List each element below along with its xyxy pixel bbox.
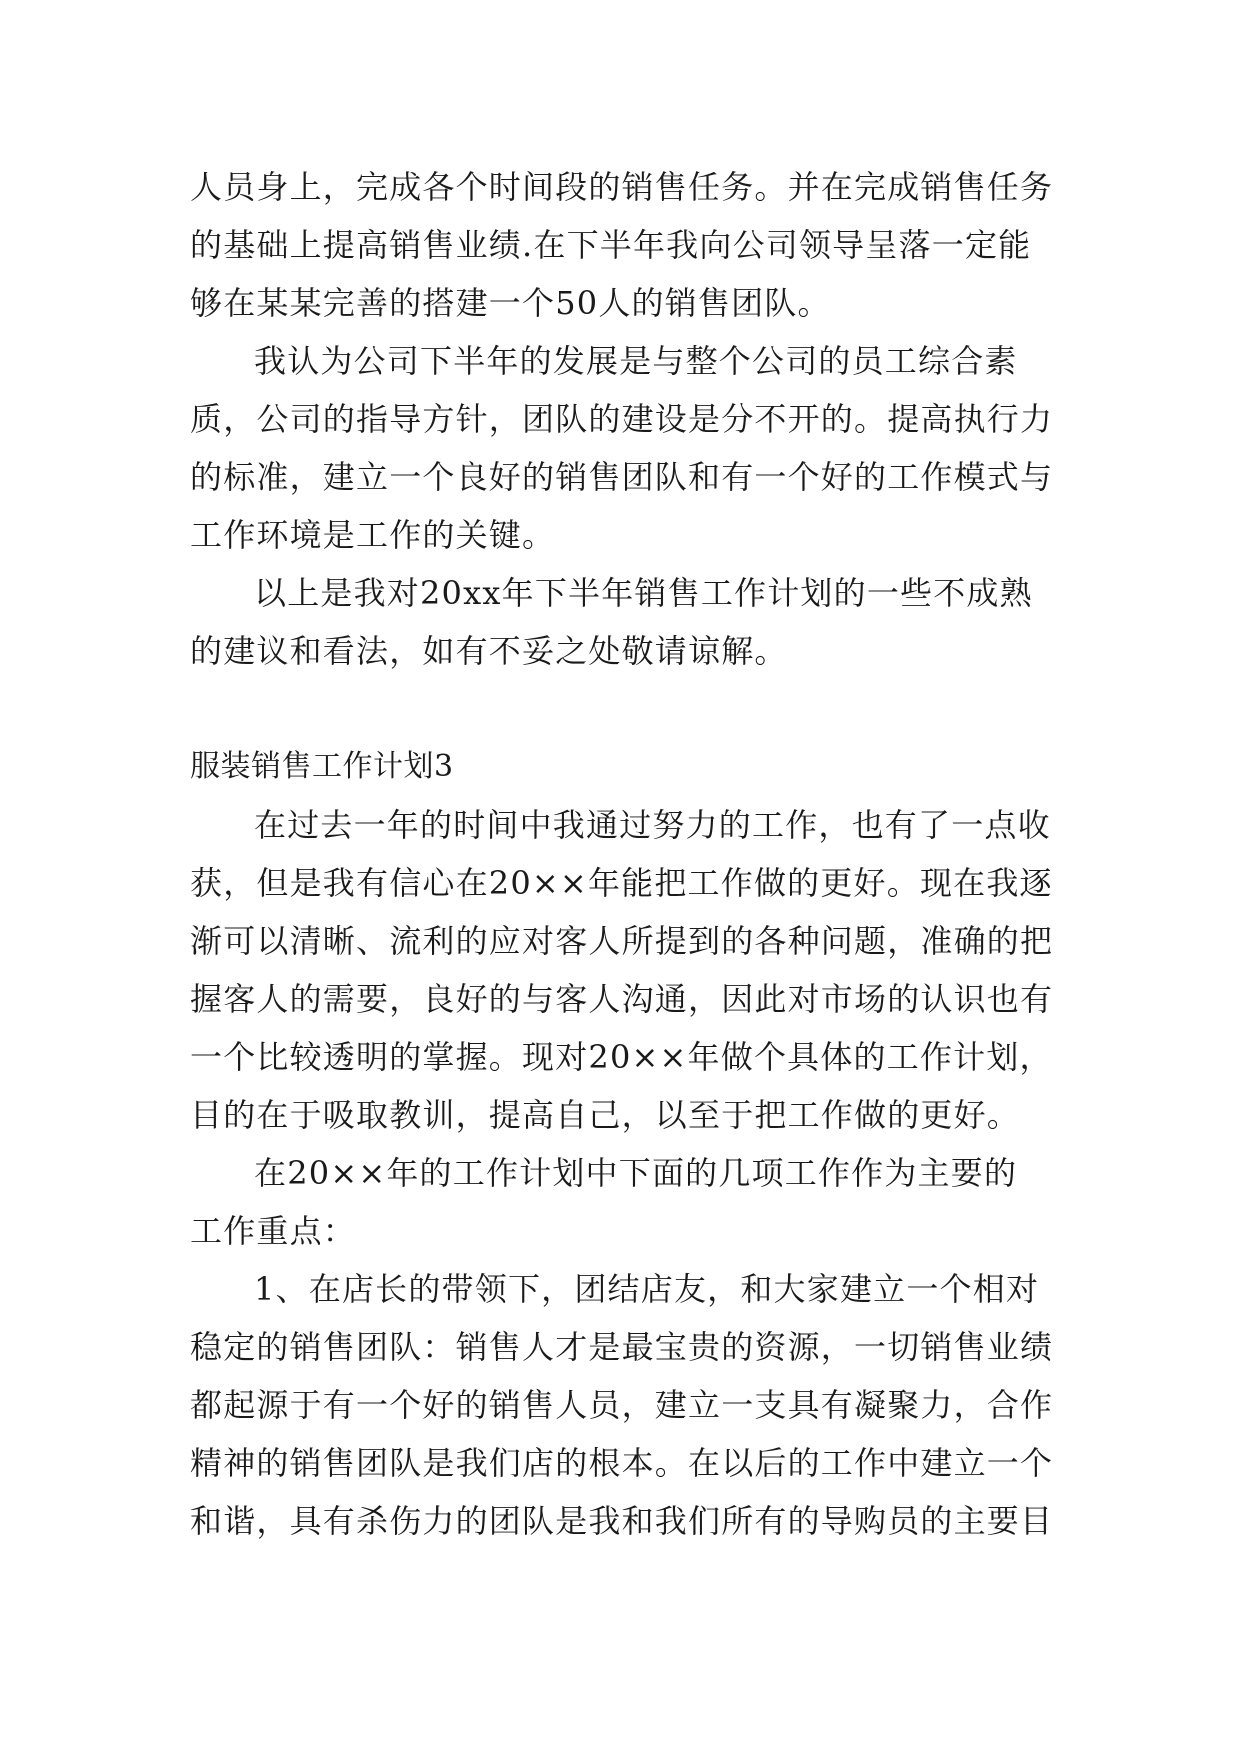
text-line: 工作环境是工作的关键。 <box>190 516 556 554</box>
text-line: 的建议和看法，如有不妥之处敬请谅解。 <box>190 632 788 670</box>
document-body <box>190 158 1070 1550</box>
text-line: 一个比较透明的掌握。现对20××年做个具体的工作计划， <box>190 1038 1053 1076</box>
text-line: 渐可以清晰、流利的应对客人所提到的各种问题，准确的把 <box>190 922 1054 960</box>
text-line: 1、在店长的带领下，团结店友，和大家建立一个相对 <box>254 1270 1040 1308</box>
text-line: 和谐，具有杀伤力的团队是我和我们所有的导购员的主要目 <box>190 1502 1054 1540</box>
text-line: 我认为公司下半年的发展是与整个公司的员工综合素 <box>254 342 1018 380</box>
text-line: 都起源于有一个好的销售人员，建立一支具有凝聚力，合作 <box>190 1386 1054 1424</box>
text-line: 目的在于吸取教训，提高自己，以至于把工作做的更好。 <box>190 1096 1021 1134</box>
text-line: 在过去一年的时间中我通过努力的工作，也有了一点收 <box>254 806 1051 844</box>
paragraph <box>190 796 1070 1144</box>
paragraph <box>190 332 1070 564</box>
paragraph <box>190 1260 1070 1550</box>
text-line: 以上是我对20xx年下半年销售工作计划的一些不成熟 <box>254 574 1033 612</box>
paragraph-spacer <box>190 680 1070 738</box>
text-line: 握客人的需要，良好的与客人沟通，因此对市场的认识也有 <box>190 980 1054 1018</box>
section-title: 服装销售工作计划3 <box>190 749 454 784</box>
text-line: 获，但是我有信心在20××年能把工作做的更好。现在我逐 <box>190 864 1053 902</box>
text-line: 质，公司的指导方针，团队的建设是分不开的。提高执行力 <box>190 400 1054 438</box>
text-line: 人员身上，完成各个时间段的销售任务。并在完成销售任务 <box>190 168 1054 206</box>
text-line: 够在某某完善的搭建一个50人的销售团队。 <box>190 284 831 322</box>
text-line: 的基础上提高销售业绩.在下半年我向公司领导呈落一定能 <box>190 226 1032 264</box>
text-line: 工作重点： <box>190 1212 357 1250</box>
paragraph <box>190 564 1070 680</box>
paragraph <box>190 1144 1070 1260</box>
text-line: 在20××年的工作计划中下面的几项工作作为主要的 <box>254 1154 1018 1192</box>
text-line: 精神的销售团队是我们店的根本。在以后的工作中建立一个 <box>190 1444 1054 1482</box>
text-line: 的标准，建立一个良好的销售团队和有一个好的工作模式与 <box>190 458 1054 496</box>
text-line: 稳定的销售团队：销售人才是最宝贵的资源，一切销售业绩 <box>190 1328 1054 1366</box>
paragraph <box>190 158 1070 332</box>
